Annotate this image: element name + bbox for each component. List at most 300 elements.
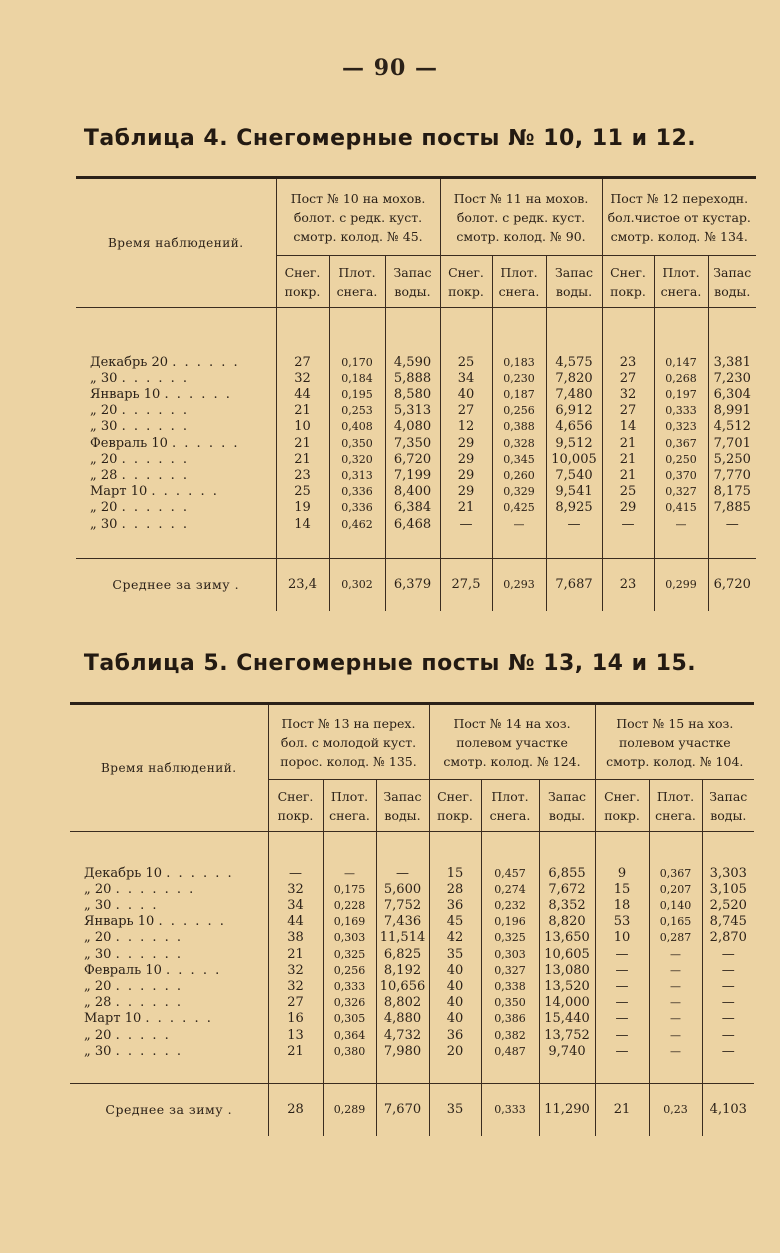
column-header: Запас воды. xyxy=(708,256,756,308)
table-cell: 21 xyxy=(276,403,329,419)
table-row xyxy=(70,947,754,963)
table-cell: 0,197 xyxy=(654,387,708,403)
table-cell: — xyxy=(440,517,492,533)
table-cell: 29 xyxy=(602,500,654,516)
row-label: Январь 10 . . . . . . xyxy=(76,387,276,403)
table-cell: 0,147 xyxy=(654,355,708,371)
table-cell: — xyxy=(595,995,649,1011)
table-cell: 42 xyxy=(429,930,481,946)
table-cell: 3,381 xyxy=(713,354,751,370)
table-cell: 0,338 xyxy=(481,979,539,995)
table-cell: — xyxy=(376,866,429,882)
table-cell: 8,580 xyxy=(385,387,440,403)
table-cell: — xyxy=(721,1027,735,1043)
table-cell: 27 xyxy=(602,371,654,387)
row-label: Декабрь 20 . . . . . . xyxy=(76,355,276,371)
table-cell: 0,462 xyxy=(329,517,385,533)
table-row xyxy=(76,403,756,419)
table-cell: — xyxy=(595,947,649,963)
table-row xyxy=(76,484,756,500)
table-cell: 8,400 xyxy=(385,484,440,500)
table-cell: 6,912 xyxy=(546,403,602,419)
table-row xyxy=(76,500,756,516)
table-cell: 25 xyxy=(602,484,654,500)
table-cell: 7,820 xyxy=(546,371,602,387)
table-cell: 27 xyxy=(602,403,654,419)
table-4-title: Таблица 4. Снегомерные посты № 10, 11 и 12. xyxy=(83,126,697,151)
table-row xyxy=(70,1044,754,1060)
table-cell: 8,802 xyxy=(376,995,429,1011)
table-cell: 0,325 xyxy=(323,947,376,963)
table-cell: 7,230 xyxy=(713,370,751,386)
table-cell: 7,770 xyxy=(713,467,751,483)
average-cell: 0,293 xyxy=(492,559,546,611)
table-cell: 14 xyxy=(602,419,654,435)
table-cell: 7,480 xyxy=(546,387,602,403)
table-cell: 0,327 xyxy=(654,484,708,500)
table-cell: 6,468 xyxy=(385,517,440,533)
table-cell: 0,274 xyxy=(481,882,539,898)
table-cell: 0,323 xyxy=(654,419,708,435)
table-row xyxy=(76,387,756,403)
table-cell: — xyxy=(649,1028,702,1044)
column-header: Плот. снега. xyxy=(492,256,546,308)
average-cell: 7,687 xyxy=(546,559,602,611)
table-cell: 0,287 xyxy=(649,930,702,946)
average-cell: 0,333 xyxy=(481,1084,539,1136)
table-row xyxy=(76,355,756,371)
row-label: Февраль 10 . . . . . xyxy=(70,963,268,979)
row-label: Март 10 . . . . . . xyxy=(76,484,276,500)
table-cell: — xyxy=(595,1011,649,1027)
table-cell: — xyxy=(721,962,735,978)
table-cell: 13,080 xyxy=(539,963,595,979)
table-cell: 9,512 xyxy=(546,436,602,452)
table-cell: 9 xyxy=(595,866,649,882)
table-cell: 25 xyxy=(276,484,329,500)
table-cell: — xyxy=(595,1028,649,1044)
table-cell: — xyxy=(649,947,702,963)
table-cell: 29 xyxy=(440,468,492,484)
table-cell: 19 xyxy=(276,500,329,516)
table-cell: 0,313 xyxy=(329,468,385,484)
table-cell: 15,440 xyxy=(539,1011,595,1027)
row-label: „ 20 . . . . . . xyxy=(76,403,276,419)
table-cell: 0,367 xyxy=(654,436,708,452)
table-cell: 0,350 xyxy=(329,436,385,452)
table-cell: 32 xyxy=(276,371,329,387)
table-cell: 0,195 xyxy=(329,387,385,403)
column-header: Снег. покр. xyxy=(595,780,649,832)
table-cell: 32 xyxy=(268,882,323,898)
table-cell: 0,380 xyxy=(323,1044,376,1060)
row-label: „ 20 . . . . . . xyxy=(76,452,276,468)
table-cell: 0,457 xyxy=(481,866,539,882)
table-row xyxy=(76,452,756,468)
average-row xyxy=(76,559,756,611)
table-cell: 40 xyxy=(429,995,481,1011)
table-cell: 0,382 xyxy=(481,1028,539,1044)
table-cell: 21 xyxy=(276,436,329,452)
table-cell: 0,232 xyxy=(481,898,539,914)
column-header: Снег. покр. xyxy=(602,256,654,308)
table-cell: 23 xyxy=(276,468,329,484)
table-cell: 21 xyxy=(268,1044,323,1060)
table-cell: 0,170 xyxy=(329,355,385,371)
column-header: Запас воды. xyxy=(539,780,595,832)
table-cell: — xyxy=(649,963,702,979)
table-cell: 7,701 xyxy=(713,435,751,451)
table-cell: 27 xyxy=(440,403,492,419)
table-cell: 0,256 xyxy=(323,963,376,979)
table-cell: 0,345 xyxy=(492,452,546,468)
average-cell: 23,4 xyxy=(276,559,329,611)
table-cell: 29 xyxy=(440,452,492,468)
post-13-header: Пост № 13 на перех. бол. с молодой куст. порос. колод. № 135. xyxy=(268,704,429,780)
average-cell: 23 xyxy=(602,559,654,611)
table-cell: — xyxy=(268,866,323,882)
average-cell: 21 xyxy=(595,1084,649,1136)
table-cell: — xyxy=(649,979,702,995)
table-row xyxy=(70,995,754,1011)
column-header: Плот. снега. xyxy=(329,256,385,308)
table-cell: 0,165 xyxy=(649,914,702,930)
table-cell: 0,350 xyxy=(481,995,539,1011)
table-cell: 45 xyxy=(429,914,481,930)
table-cell: 2,520 xyxy=(709,897,747,913)
table-cell: 0,336 xyxy=(329,484,385,500)
row-label: Январь 10 . . . . . . xyxy=(70,914,268,930)
post-14-header: Пост № 14 на хоз. полевом участке смотр. колод. № 124. xyxy=(429,704,595,780)
row-label: „ 20 . . . . . . xyxy=(70,979,268,995)
table-cell: 0,303 xyxy=(481,947,539,963)
time-header: Время наблюдений. xyxy=(76,178,276,308)
table-cell: 0,329 xyxy=(492,484,546,500)
table-row xyxy=(70,1011,754,1027)
table-cell: 0,327 xyxy=(481,963,539,979)
average-cell: 35 xyxy=(429,1084,481,1136)
row-label: „ 30 . . . . . . xyxy=(76,517,276,533)
table-cell: 10,656 xyxy=(376,979,429,995)
column-header: Плот. снега. xyxy=(481,780,539,832)
table-cell: 53 xyxy=(595,914,649,930)
table-cell: 36 xyxy=(429,898,481,914)
row-label: „ 20 . . . . . . xyxy=(70,930,268,946)
table-5-title: Таблица 5. Снегомерные посты № 13, 14 и 15. xyxy=(83,651,697,676)
column-header: Запас воды. xyxy=(376,780,429,832)
table-cell: 6,384 xyxy=(385,500,440,516)
column-header: Снег. покр. xyxy=(429,780,481,832)
table-cell: 3,105 xyxy=(709,881,747,897)
table-cell: — xyxy=(725,516,739,532)
table-cell: 0,305 xyxy=(323,1011,376,1027)
table-cell: 0,336 xyxy=(329,500,385,516)
table-cell: 6,720 xyxy=(385,452,440,468)
table-cell: 15 xyxy=(595,882,649,898)
table-cell: 0,183 xyxy=(492,355,546,371)
table-cell: — xyxy=(649,995,702,1011)
table-cell: 23 xyxy=(602,355,654,371)
table-cell: 0,250 xyxy=(654,452,708,468)
table-cell: 44 xyxy=(276,387,329,403)
column-header: Снег. покр. xyxy=(276,256,329,308)
table-cell: 7,752 xyxy=(376,898,429,914)
average-cell: 0,23 xyxy=(649,1084,702,1136)
average-cell: 7,670 xyxy=(376,1084,429,1136)
table-cell: 0,367 xyxy=(649,866,702,882)
table-row xyxy=(70,882,754,898)
table-cell: 8,352 xyxy=(539,898,595,914)
table-cell: 20 xyxy=(429,1044,481,1060)
table-row xyxy=(76,517,756,533)
table-cell: 0,487 xyxy=(481,1044,539,1060)
table-cell: 9,541 xyxy=(546,484,602,500)
table-cell: — xyxy=(602,517,654,533)
table-cell: 0,388 xyxy=(492,419,546,435)
table-cell: 10,605 xyxy=(539,947,595,963)
table-cell: 7,672 xyxy=(539,882,595,898)
table-cell: 0,230 xyxy=(492,371,546,387)
row-label: „ 30 . . . . . . xyxy=(76,371,276,387)
table-cell: 0,268 xyxy=(654,371,708,387)
table-cell: 4,080 xyxy=(385,419,440,435)
table-cell: 34 xyxy=(440,371,492,387)
table-cell: — xyxy=(654,517,708,533)
table-cell: 4,656 xyxy=(546,419,602,435)
table-cell: 11,514 xyxy=(376,930,429,946)
table-cell: 21 xyxy=(602,452,654,468)
table-cell: 5,313 xyxy=(385,403,440,419)
post-11-header: Пост № 11 на мохов. болот. с редк. куст. смотр. колод. № 90. xyxy=(440,178,602,256)
table-cell: 21 xyxy=(276,452,329,468)
table-cell: — xyxy=(721,995,735,1011)
table-cell: 13 xyxy=(268,1028,323,1044)
column-header: Снег. покр. xyxy=(268,780,323,832)
table-cell: 8,745 xyxy=(709,914,747,930)
table-cell: 7,436 xyxy=(376,914,429,930)
table-cell: 34 xyxy=(268,898,323,914)
table-cell: 0,175 xyxy=(323,882,376,898)
table-cell: 38 xyxy=(268,930,323,946)
table-cell: 4,880 xyxy=(376,1011,429,1027)
table-cell: 13,520 xyxy=(539,979,595,995)
table-cell: 40 xyxy=(440,387,492,403)
table-5 xyxy=(70,702,754,1136)
table-cell: 0,370 xyxy=(654,468,708,484)
table-cell: 21 xyxy=(440,500,492,516)
table-cell: 27 xyxy=(276,355,329,371)
table-cell: 8,991 xyxy=(713,403,751,419)
table-cell: 0,256 xyxy=(492,403,546,419)
table-cell: 0,386 xyxy=(481,1011,539,1027)
table-cell: 16 xyxy=(268,1011,323,1027)
table-row xyxy=(76,468,756,484)
table-cell: 4,732 xyxy=(376,1028,429,1044)
table-cell: 7,199 xyxy=(385,468,440,484)
average-cell: 4,103 xyxy=(702,1084,754,1136)
average-cell: 6,379 xyxy=(385,559,440,611)
average-cell: 27,5 xyxy=(440,559,492,611)
post-12-header: Пост № 12 переходн. бол.чистое от кустар. смотр. колод. № 134. xyxy=(602,178,756,256)
table-cell: 7,885 xyxy=(713,500,751,516)
table-cell: 4,575 xyxy=(546,355,602,371)
row-label: „ 30 . . . . . . xyxy=(70,947,268,963)
table-cell: 3,303 xyxy=(709,865,747,881)
table-row xyxy=(70,963,754,979)
table-cell: 2,870 xyxy=(709,930,747,946)
table-cell: 8,925 xyxy=(546,500,602,516)
table-cell: 6,825 xyxy=(376,947,429,963)
table-cell: 40 xyxy=(429,1011,481,1027)
row-label: „ 28 . . . . . . xyxy=(70,995,268,1011)
row-label: „ 30 . . . . xyxy=(70,898,268,914)
table-cell: 0,408 xyxy=(329,419,385,435)
table-cell: 21 xyxy=(602,468,654,484)
table-cell: 0,187 xyxy=(492,387,546,403)
table-cell: 13,650 xyxy=(539,930,595,946)
table-cell: 0,364 xyxy=(323,1028,376,1044)
table-cell: 14 xyxy=(276,517,329,533)
column-header: Плот. снега. xyxy=(323,780,376,832)
table-cell: 0,320 xyxy=(329,452,385,468)
table-cell: — xyxy=(721,978,735,994)
table-cell: 0,326 xyxy=(323,995,376,1011)
table-row xyxy=(70,930,754,946)
table-cell: 10,005 xyxy=(546,452,602,468)
table-cell: 29 xyxy=(440,436,492,452)
table-cell: — xyxy=(721,946,735,962)
page-number: — 90 — xyxy=(342,55,438,81)
table-cell: — xyxy=(721,1011,735,1027)
average-cell: 0,289 xyxy=(323,1084,376,1136)
row-label: „ 20 . . . . . . xyxy=(76,500,276,516)
table-cell: — xyxy=(649,1044,702,1060)
table-cell: 21 xyxy=(602,436,654,452)
average-cell: 0,302 xyxy=(329,559,385,611)
table-row xyxy=(76,371,756,387)
table-cell: 8,175 xyxy=(713,484,751,500)
table-cell: — xyxy=(595,1044,649,1060)
table-cell: 0,303 xyxy=(323,930,376,946)
table-cell: 0,253 xyxy=(329,403,385,419)
table-cell: — xyxy=(323,866,376,882)
column-header: Плот. снега. xyxy=(654,256,708,308)
table-cell: 0,415 xyxy=(654,500,708,516)
table-cell: 8,820 xyxy=(539,914,595,930)
average-row xyxy=(70,1084,754,1136)
table-cell: 10 xyxy=(595,930,649,946)
table-cell: 0,333 xyxy=(323,979,376,995)
table-cell: 36 xyxy=(429,1028,481,1044)
table-cell: 5,600 xyxy=(376,882,429,898)
average-label: Среднее за зиму . xyxy=(76,559,276,611)
column-header: Запас воды. xyxy=(702,780,754,832)
column-header: Запас воды. xyxy=(546,256,602,308)
table-cell: 15 xyxy=(429,866,481,882)
row-label: „ 30 . . . . . . xyxy=(76,419,276,435)
table-row xyxy=(70,979,754,995)
table-cell: 5,888 xyxy=(385,371,440,387)
table-cell: 7,980 xyxy=(376,1044,429,1060)
table-cell: 5,250 xyxy=(713,451,751,467)
table-row xyxy=(76,419,756,435)
table-cell: 25 xyxy=(440,355,492,371)
row-label: „ 20 . . . . . . . xyxy=(70,882,268,898)
table-cell: 0,140 xyxy=(649,898,702,914)
table-cell: 0,328 xyxy=(492,436,546,452)
table-cell: 4,512 xyxy=(713,419,751,435)
table-cell: 27 xyxy=(268,995,323,1011)
table-cell: — xyxy=(721,1043,735,1059)
row-label: „ 30 . . . . . . xyxy=(70,1044,268,1060)
table-cell: 7,350 xyxy=(385,436,440,452)
table-cell: 8,192 xyxy=(376,963,429,979)
table-cell: 12 xyxy=(440,419,492,435)
table-cell: — xyxy=(546,517,602,533)
table-row xyxy=(70,1028,754,1044)
row-label: Март 10 . . . . . . xyxy=(70,1011,268,1027)
table-cell: 0,196 xyxy=(481,914,539,930)
table-cell: — xyxy=(595,963,649,979)
table-cell: 0,425 xyxy=(492,500,546,516)
average-cell: 28 xyxy=(268,1084,323,1136)
table-4 xyxy=(76,176,756,611)
table-cell: — xyxy=(649,1011,702,1027)
time-header: Время наблюдений. xyxy=(70,704,268,832)
table-cell: 44 xyxy=(268,914,323,930)
average-cell: 0,299 xyxy=(654,559,708,611)
row-label: „ 28 . . . . . . xyxy=(76,468,276,484)
table-cell: 4,590 xyxy=(385,355,440,371)
average-cell: 6,720 xyxy=(708,559,756,611)
table-cell: 9,740 xyxy=(539,1044,595,1060)
post-15-header: Пост № 15 на хоз. полевом участке смотр. колод. № 104. xyxy=(595,704,754,780)
table-cell: 6,855 xyxy=(539,866,595,882)
column-header: Запас воды. xyxy=(385,256,440,308)
table-cell: 32 xyxy=(268,963,323,979)
table-cell: 18 xyxy=(595,898,649,914)
table-cell: 0,325 xyxy=(481,930,539,946)
table-cell: 0,184 xyxy=(329,371,385,387)
average-label: Среднее за зиму . xyxy=(70,1084,268,1136)
table-cell: 0,333 xyxy=(654,403,708,419)
table-cell: 0,207 xyxy=(649,882,702,898)
average-cell: 11,290 xyxy=(539,1084,595,1136)
table-cell: 28 xyxy=(429,882,481,898)
table-cell: 32 xyxy=(268,979,323,995)
column-header: Плот. снега. xyxy=(649,780,702,832)
post-10-header: Пост № 10 на мохов. болот. с редк. куст. смотр. колод. № 45. xyxy=(276,178,440,256)
table-row xyxy=(70,914,754,930)
table-cell: 32 xyxy=(602,387,654,403)
table-row xyxy=(70,898,754,914)
table-cell: 13,752 xyxy=(539,1028,595,1044)
row-label: „ 20 . . . . . xyxy=(70,1028,268,1044)
table-cell: 40 xyxy=(429,963,481,979)
table-cell: 21 xyxy=(268,947,323,963)
column-header: Снег. покр. xyxy=(440,256,492,308)
table-cell: 0,260 xyxy=(492,468,546,484)
table-cell: 0,169 xyxy=(323,914,376,930)
row-label: Декабрь 10 . . . . . . xyxy=(70,866,268,882)
table-cell: 35 xyxy=(429,947,481,963)
table-cell: 7,540 xyxy=(546,468,602,484)
table-cell: — xyxy=(595,979,649,995)
table-cell: 10 xyxy=(276,419,329,435)
table-cell: 6,304 xyxy=(713,386,751,402)
table-cell: 29 xyxy=(440,484,492,500)
table-cell: 0,228 xyxy=(323,898,376,914)
